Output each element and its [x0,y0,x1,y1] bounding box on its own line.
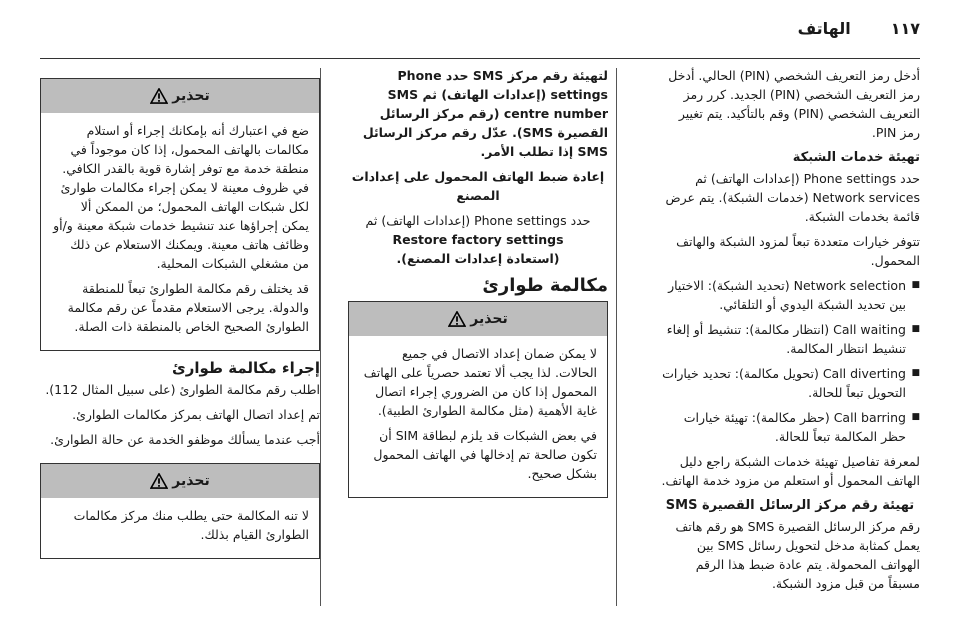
list-item: ■ Call waiting (انتظار مكالمة): تنشيط أو إلغاء تنشيط انتظار المكالمة. [660,320,920,358]
sms-centre-heading: تهيئة رقم مركز الرسائل القصيرة SMS [665,498,915,513]
warning-header [41,79,319,113]
left-column [40,78,320,559]
factory-reset-text: حدد Phone settings (إعدادات الهاتف) ثم Restore factory settings (استعادة إعدادات المصنع). [365,213,591,266]
warning-box [348,301,608,498]
warning-header [349,302,607,336]
header-rule [40,58,920,59]
warning-label: تحذير [172,87,210,104]
middle-column [348,66,608,498]
emergency-step: اطلب رقم مكالمة الطوارئ (على سبيل المثال 112). [45,382,320,397]
emergency-step: تم إعداد اتصال الهاتف بمركز مكالمات الطوارئ. [72,407,320,422]
sms-config-text: لتهيئة رقم مركز SMS حدد Phone settings (إعدادات الهاتف) ثم SMS centre number (رقم مركز الرسائل القصيرة SMS). عدّل رقم مركز الرسائل SMS إذا تطلب الأمر. [362,68,608,159]
network-services-options: تتوفر خيارات متعددة تبعاً لمزود الشبكة والهاتف المحمول. [676,234,920,268]
emergency-step: أجب عندما يسألك موظفو الخدمة عن حالة الطوارئ. [50,432,320,447]
make-emergency-call-heading: إجراء مكالمة طوارئ [171,359,320,377]
list-item: ■ Network selection (تحديد الشبكة): الاختيار بين تحديد الشبكة اليدوي أو التلقائي. [660,276,920,314]
warning-body: ضع في اعتبارك أنه بإمكانك إجراء أو استلام مكالمات بالهاتف المحمول، إذا كان موجوداً في منطقة خدمة مع توفر إشارة قوية بالقدر الكافي. في ظروف معينة لا يمكن إجراء مكالمات طوارئ لكل شبكات الهاتف المحمول؛ من الممكن ألا يمكن إجراؤها عند تنشيط خدمات شبكة معينة و/أو وظائف هاتف معينة. ويمكنك الاستعلام عن ذلك من مشغلي الشبكات المحلية. قد يختلف رقم مكالمة الطوارئ تبعاً للمنطقة والدولة. يرجى الاستعلام مقدماً عن رقم مكالمة الطوارئ الصحيح الخاص بالمنطقة ذات الصلة. [53,123,309,334]
warning-label: تحذير [470,310,508,327]
warning-body: لا تنه المكالمة حتى يطلب منك مركز مكالمات الطوارئ القيام بذلك. [73,508,309,542]
right-column [660,66,920,599]
list-item: ■ Call barring (حظر مكالمة): تهيئة خيارات حظر المكالمة تبعاً للحالة. [660,408,920,446]
warning-box [40,78,320,351]
warning-label: تحذير [172,472,210,489]
warning-triangle-icon [150,473,168,489]
warning-header [41,464,319,498]
list-item: ■ Call diverting (تحويل مكالمة): تحديد خيارات التحويل تبعاً للحالة. [660,364,920,402]
network-services-text: حدد Phone settings (إعدادات الهاتف) ثم Network services (خدمات الشبكة). يتم عرض قائمة بخدمات الشبكة. [665,171,920,224]
column-divider [616,68,617,606]
page-header [40,8,920,48]
network-info-text: لمعرفة تفاصيل تهيئة خدمات الشبكة راجع دليل الهاتف المحمول أو استعلم من مزود خدمة الهاتف. [661,454,920,488]
factory-reset-heading: إعادة ضبط الهاتف المحمول على إعدادات المصنع [351,169,605,203]
emergency-call-title: مكالمة طوارئ [482,275,608,296]
section-title: الهاتف [797,18,851,38]
warning-triangle-icon [448,311,466,327]
warning-body: لا يمكن ضمان إعداد الاتصال في جميع الحالات. لذا يجب ألا تعتمد حصرياً على الهاتف المحمول إذا كان من الضروري إجراء اتصال غاية الأهمية (مثل مكالمة الطوارئ الطبية). في بعض الشبكات قد يلزم لبطاقة SIM أن تكون صالحة تم إدخالها في الهاتف المحمول بشكل صحيح. [363,346,597,481]
warning-triangle-icon [150,88,168,104]
sms-centre-text: رقم مركز الرسائل القصيرة SMS هو رقم هاتف يعمل كمثابة مدخل لتحويل رسائل SMS بين الهواتف المحمولة. يتم عادة ضبط هذا الرقم مسبقاً من قبل مزود الشبكة. [675,519,920,591]
network-options-list [660,276,920,446]
warning-box [40,463,320,559]
column-divider [320,68,321,606]
network-services-heading: تهيئة خدمات الشبكة [792,150,920,165]
pin-change-text: أدخل رمز التعريف الشخصي (PIN) الحالي. أدخل رمز التعريف الشخصي (PIN) الجديد. كرر رمز التعريف الشخصي (PIN) وقم بالتأكيد. يتم تغيير رمز PIN. [668,68,920,140]
page-number: ١١٧ [890,18,920,38]
